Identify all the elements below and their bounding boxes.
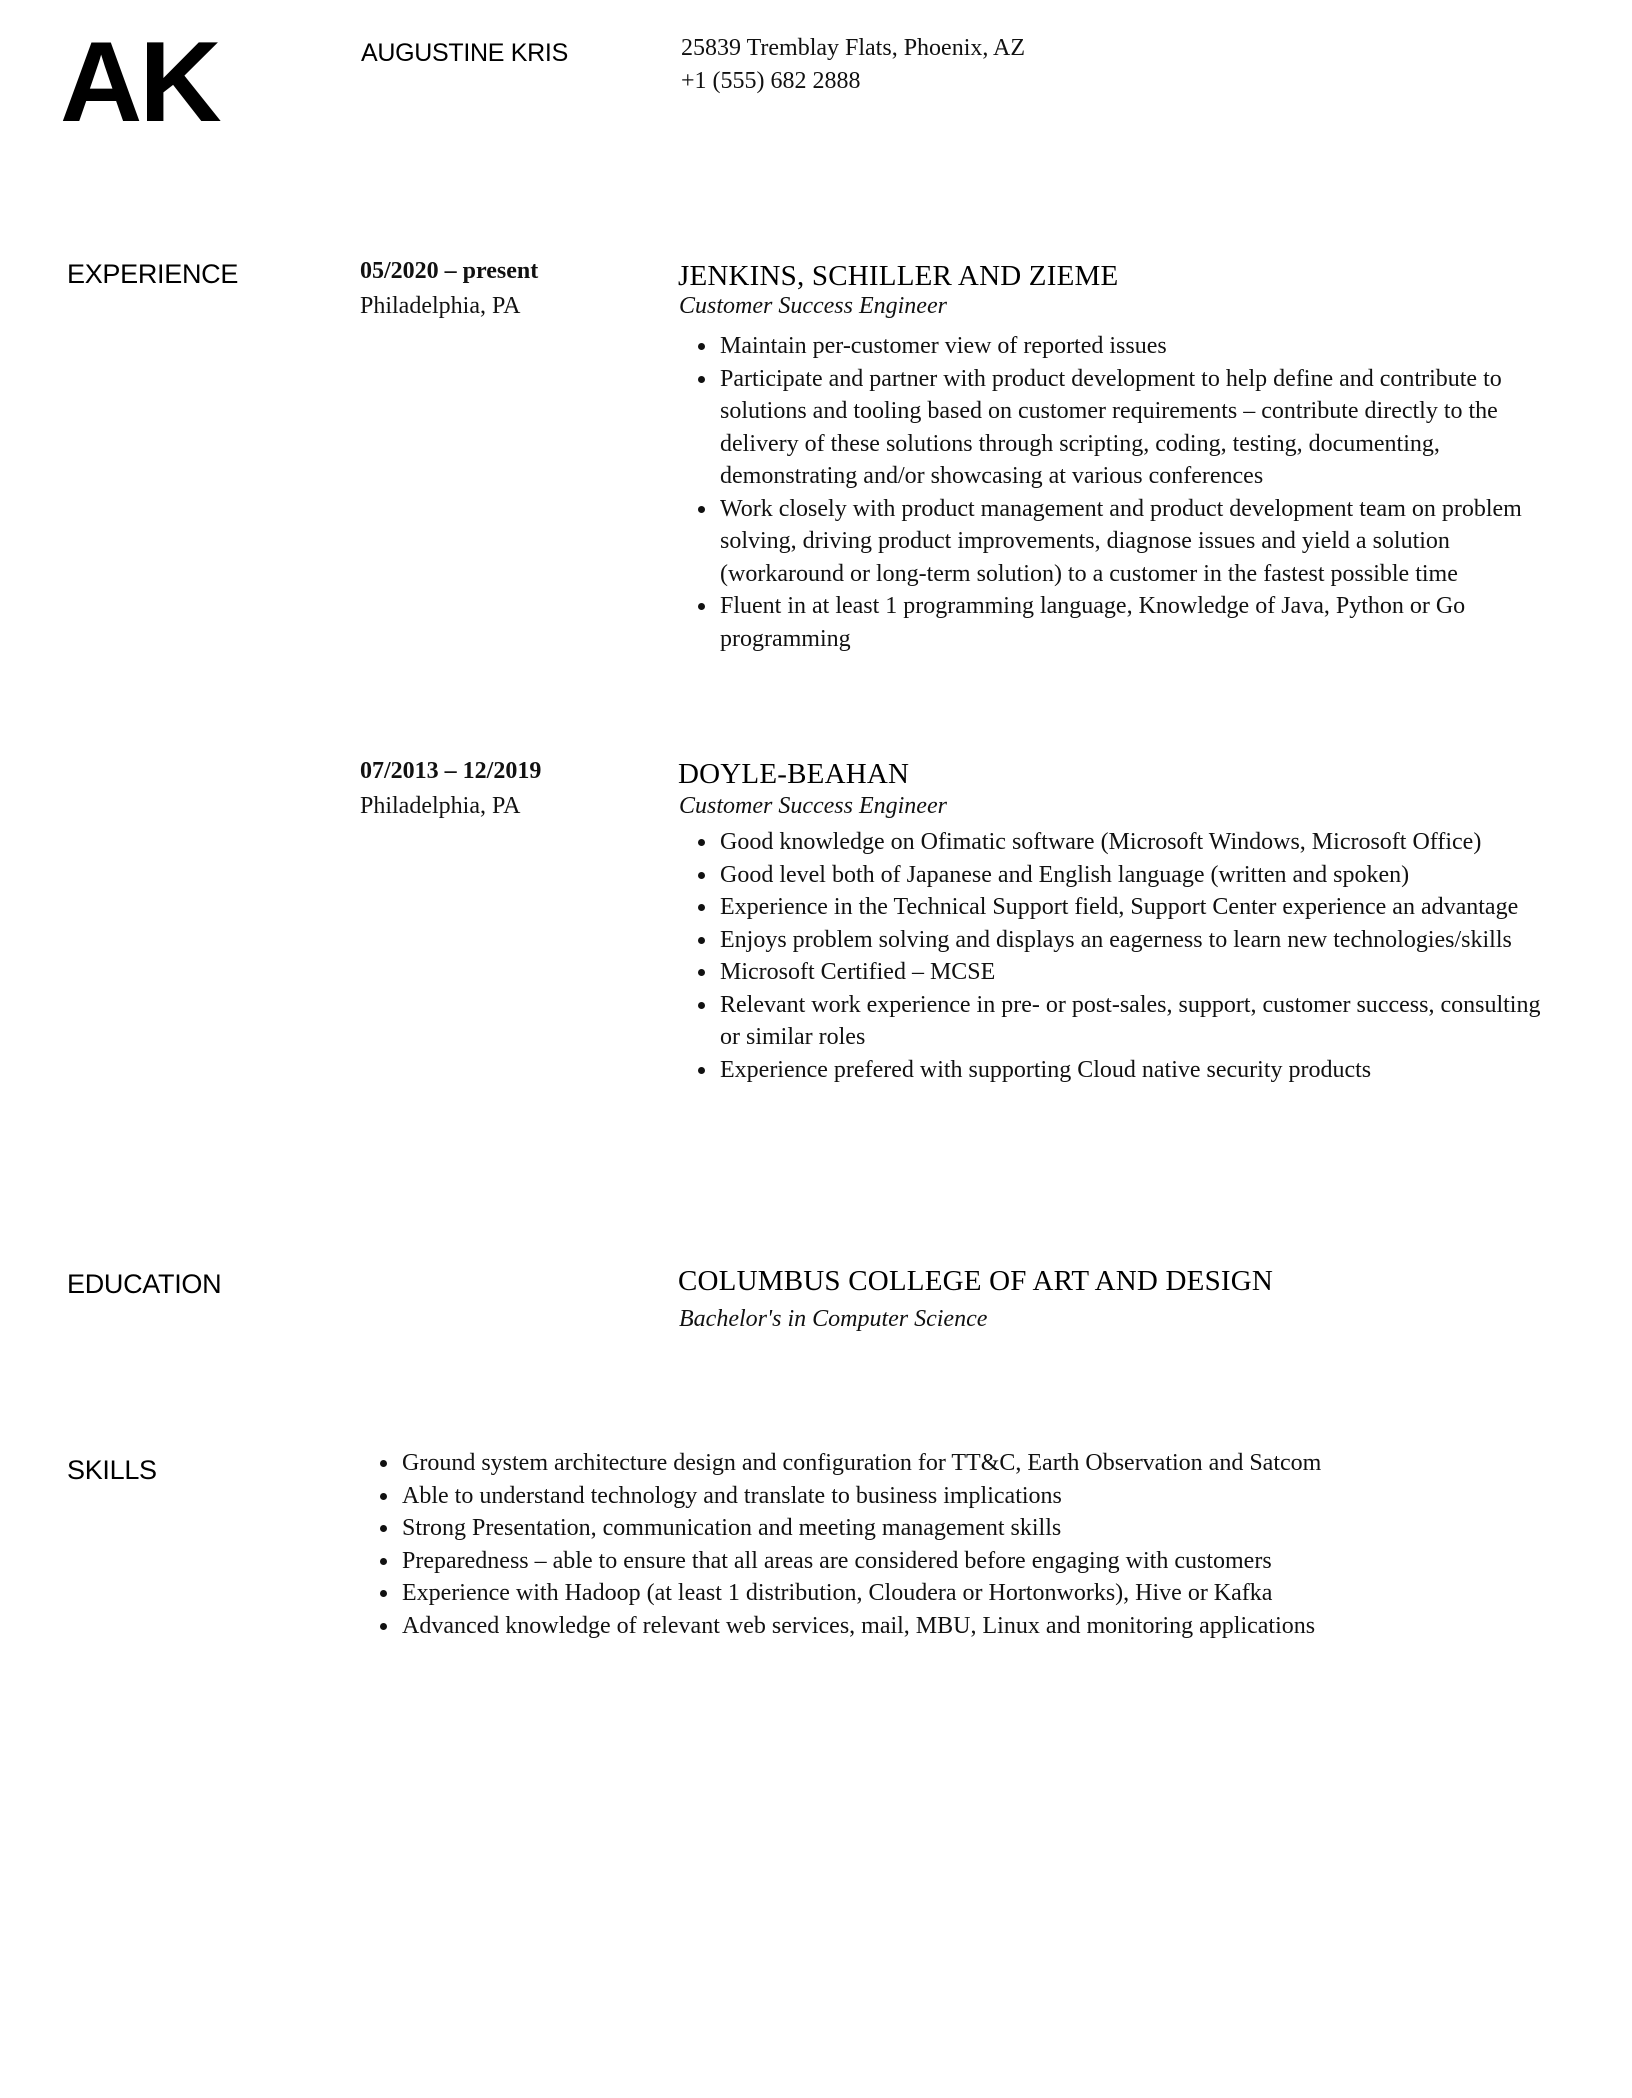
section-label-experience: EXPERIENCE <box>67 259 239 289</box>
bullet-icon <box>698 343 705 350</box>
job-bullet <box>720 989 1565 1054</box>
contact-block <box>681 32 1025 98</box>
bullet-icon <box>698 904 705 911</box>
job-bullet-text: Good knowledge on Ofimatic software (Microsoft Windows, Microsoft Office) <box>720 829 1482 855</box>
job-bullet <box>720 859 1565 892</box>
job-bullet <box>720 924 1565 957</box>
section-label-education: EDUCATION <box>67 1269 222 1299</box>
skill-item <box>402 1480 1552 1513</box>
skill-item <box>402 1545 1552 1578</box>
job-bullet <box>720 330 1565 363</box>
job-role: Customer Success Engineer <box>679 293 947 319</box>
skill-text: Preparedness – able to ensure that all areas are considered before engaging with customers <box>402 1547 1272 1574</box>
job-company: JENKINS, SCHILLER AND ZIEME <box>678 260 1119 292</box>
job-company: DOYLE-BEAHAN <box>678 758 910 790</box>
job-bullet <box>720 1054 1565 1087</box>
job-bullet-text: Participate and partner with product development to help define and contribute to solutions and tooling based on customer requirements – contribute directly to the delivery of these solutions through scripting, coding, testing, documenting, demonstrating and/or showcasing at various conferences <box>720 365 1502 489</box>
skill-text: Experience with Hadoop (at least 1 distribution, Cloudera or Hortonworks), Hive or Kafka <box>402 1580 1273 1606</box>
bullet-icon <box>698 1002 705 1009</box>
skill-item <box>402 1610 1552 1643</box>
job-bullet-list <box>720 330 1565 655</box>
section-label-skills: SKILLS <box>67 1455 157 1485</box>
job-location: Philadelphia, PA <box>360 793 521 819</box>
job-bullet-text: Work closely with product management and product development team on problem solving, driving product improvements, diagnose issues and yield a solution (workaround or long-term solution) to a customer in the fastest possible time <box>720 495 1522 587</box>
bullet-icon <box>698 872 705 879</box>
job-bullet <box>720 891 1565 924</box>
job-location: Philadelphia, PA <box>360 293 521 319</box>
skill-text: Able to understand technology and translate to business implications <box>402 1482 1062 1509</box>
job-bullet <box>720 826 1565 859</box>
bullet-icon <box>380 1460 387 1467</box>
job-bullet <box>720 956 1565 989</box>
job-role: Customer Success Engineer <box>679 793 947 819</box>
bullet-icon <box>380 1623 387 1630</box>
monogram: AK <box>60 19 219 146</box>
address: 25839 Tremblay Flats, Phoenix, AZ <box>681 35 1026 61</box>
bullet-icon <box>380 1525 387 1532</box>
skill-text: Ground system architecture design and configuration for TT&C, Earth Observation and Satcom <box>402 1450 1322 1476</box>
bullet-icon <box>698 969 705 976</box>
skill-item <box>402 1447 1552 1480</box>
skill-item <box>402 1577 1552 1610</box>
bullet-icon <box>698 506 705 513</box>
job-bullet-text: Experience in the Technical Support field, Support Center experience an advantage <box>720 894 1519 920</box>
skill-text: Advanced knowledge of relevant web services, mail, MBU, Linux and monitoring applications <box>402 1612 1316 1639</box>
skill-item <box>402 1512 1552 1545</box>
candidate-name: AUGUSTINE KRIS <box>361 39 568 67</box>
job-bullet-text: Experience prefered with supporting Cloud native security products <box>720 1056 1372 1083</box>
bullet-icon <box>380 1493 387 1500</box>
skill-text: Strong Presentation, communication and meeting management skills <box>402 1515 1062 1541</box>
bullet-icon <box>698 1067 705 1074</box>
job-bullet <box>720 493 1565 591</box>
job-bullet-text: Maintain per-customer view of reported issues <box>720 333 1167 359</box>
education-school: COLUMBUS COLLEGE OF ART AND DESIGN <box>678 1265 1274 1297</box>
job-bullet-list <box>720 826 1565 1086</box>
bullet-icon <box>698 603 705 610</box>
bullet-icon <box>380 1558 387 1565</box>
job-bullet-text: Microsoft Certified – MCSE <box>720 959 996 985</box>
bullet-icon <box>698 937 705 944</box>
skills-list <box>402 1447 1552 1642</box>
job-bullet-text: Good level both of Japanese and English language (written and spoken) <box>720 861 1410 888</box>
job-bullet <box>720 590 1565 655</box>
bullet-icon <box>698 839 705 846</box>
job-bullet-text: Fluent in at least 1 programming language, Knowledge of Java, Python or Go programming <box>720 593 1466 652</box>
job-bullet-text: Relevant work experience in pre- or post-sales, support, customer success, consulting or similar roles <box>720 991 1541 1050</box>
job-bullet-text: Enjoys problem solving and displays an eagerness to learn new technologies/skills <box>720 926 1512 953</box>
phone: +1 (555) 682 2888 <box>681 68 861 94</box>
job-dates: 05/2020 – present <box>360 258 539 284</box>
job-bullet <box>720 363 1565 493</box>
bullet-icon <box>698 376 705 383</box>
education-degree: Bachelor's in Computer Science <box>679 1306 988 1332</box>
job-dates: 07/2013 – 12/2019 <box>360 758 542 784</box>
bullet-icon <box>380 1590 387 1597</box>
